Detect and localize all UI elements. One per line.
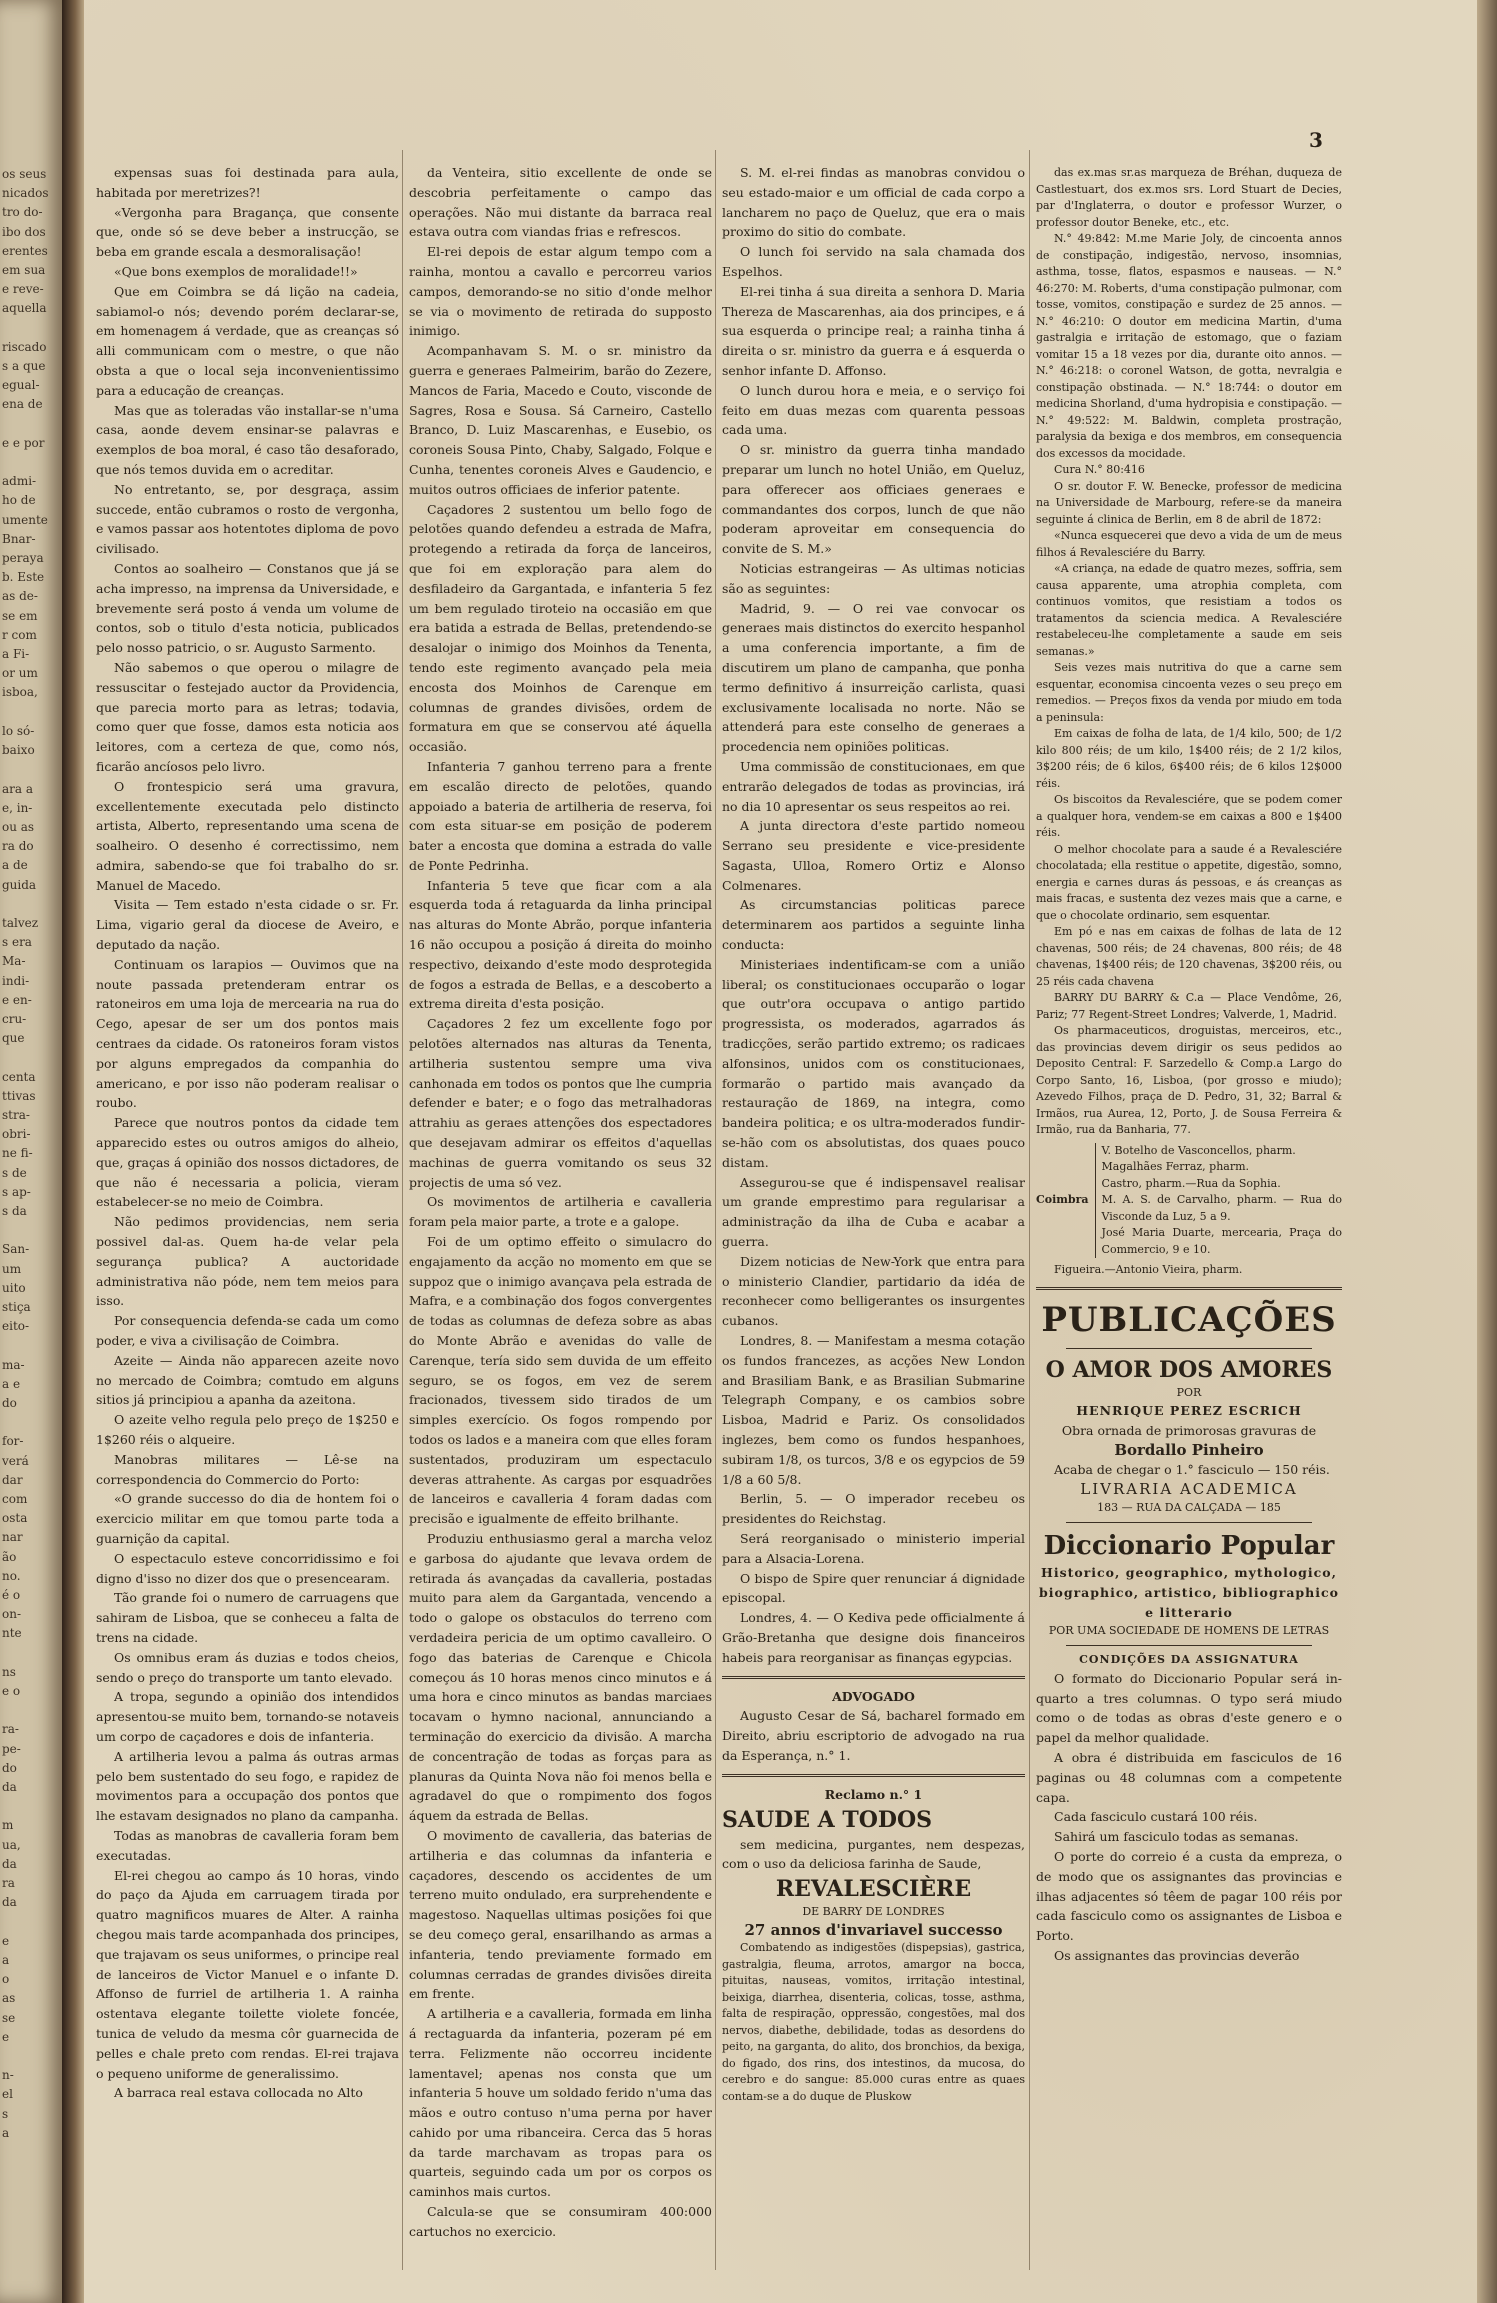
paragraph: O formato do Diccionario Popular será in-quarto a tres columnas. O typo será miudo como o de todas as obras d'este genero e o papel da melhor qualidade. bbox=[1036, 1670, 1342, 1746]
paragraph: O sr. ministro da guerra tinha mandado preparar um lunch no hotel União, em Queluz, para offerecer aos officiaes generaes e commandantes dos corpos, lunch de que não poderam aproveitar em consequencia do convite de S. M.» bbox=[722, 442, 1025, 557]
fragment-line: or um bbox=[2, 666, 38, 681]
fragment-line: m bbox=[2, 1818, 14, 1833]
fragment-line: se em bbox=[2, 608, 38, 623]
por-label: POR bbox=[1176, 1385, 1202, 1399]
paragraph: O lunch foi servido na sala chamada dos Espelhos. bbox=[722, 244, 1025, 279]
fragment-line: San- bbox=[2, 1242, 30, 1257]
paragraph: Produziu enthusiasmo geral a marcha veloz e garbosa do ajudante que levava ordem de retirada ás avançadas da cavalleria, postadas muito para alem da Gargantada, vencendo a todo o galope os obstaculos do terreno com verdadeira pericia de um optimo cavalleiro. O fogo das baterias de Carenque e Chicola começou ás 10 horas menos cinco minutos e á uma hora e cinco minutos as bandas marciaes tocavam o hymno nacional, annunciando a terminação do exercicio da divisão. A marcha de concentração de todas as forças para as planuras da Quinta Nova não foi menos bella e agradavel do que o rompimento dos fogos áquem da estrada de Bellas. bbox=[409, 1530, 712, 1824]
paragraph: O sr. doutor F. W. Benecke, professor de medicina na Universidade de Marbourg, refere-se da maneira seguinte á clinica de Berlin, em 8 de abril de 1872: bbox=[1036, 479, 1342, 526]
reclamo-title: Reclamo n.° 1 bbox=[824, 1786, 923, 1802]
coimbra-agent: V. Botelho de Vasconcellos, pharm. bbox=[1101, 1143, 1296, 1157]
coimbra-agent: Magalhães Ferraz, pharm. bbox=[1101, 1160, 1250, 1173]
fragment-line: nte bbox=[2, 1626, 22, 1641]
fragment-line: stiça bbox=[2, 1299, 31, 1314]
saude-block bbox=[722, 1805, 1025, 1835]
fragment-line: ua, bbox=[2, 1837, 21, 1852]
paragraph: Cada fasciculo custará 100 réis. bbox=[1054, 1809, 1258, 1825]
advogado-title: ADVOGADO bbox=[832, 1688, 915, 1704]
fragment-line: ma- bbox=[2, 1357, 25, 1372]
revalesciere-text: Combatendo as indigestões (dispepsias), gastrica, gastralgia, fleuma, arrotos, amargor na bocca, pituitas, nauseas, vomitos, irritação intestinal, beixiga, diarrhea, disenteria, colicas, tosse, asthma, falta de respiração, oppressão, congestões, mal dos nervos, diabethe, debilidade, todas as desordens do peito, na garganta, do alito, dos bronchios, da bexiga, do figado, dos rins, dos intestinos, da mucosa, do cerebro e do sangue: 85.000 curas entre as quaes contam-se a do duque de Pluskow bbox=[722, 1941, 1025, 2103]
fragment-line: uito bbox=[2, 1280, 26, 1295]
fragment-line: r com bbox=[2, 627, 37, 642]
paragraph: Os omnibus eram ás duzias e todos cheios, sendo o preço do transporte um tanto elevado. bbox=[96, 1649, 399, 1685]
separator bbox=[1066, 1645, 1312, 1646]
paragraph: Parece que noutros pontos da cidade tem apparecido estes ou outros amigos do alheio, que, graças á opinião dos nossos dictadores, de que não é necessaria a policia, vieram estabelecer-se no meio de Coimbra. bbox=[96, 1115, 399, 1210]
fragment-line: admi- bbox=[2, 474, 37, 489]
fragment-line: e bbox=[2, 1933, 10, 1948]
fragment-line: no. bbox=[2, 1568, 21, 1583]
paragraph: S. M. el-rei findas as manobras convidou o seu estado-maior e um official de cada corpo a lancharem no paço de Queluz, que era o mais proximo do sitio do combate. bbox=[722, 165, 1025, 240]
fragment-line: indi- bbox=[2, 973, 30, 988]
paragraph: O movimento de cavalleria, das baterias de artilheria e das columnas da infanteria e caçadores, descendo os accidentes de um terreno muito ondulado, era surprehendente e magestoso. Naquellas ultimas posições foi que se deu começo geral, ensarilhando as armas a infanteria, tendo previamente formado em columnas cerradas de grandes divisões direita em frente. bbox=[409, 1827, 712, 2002]
paragraph: Os assignantes das provincias deverão bbox=[1054, 1948, 1300, 1964]
fragment-line: e, in- bbox=[2, 800, 33, 815]
paragraph: Noticias estrangeiras — As ultimas noticias são as seguintes: bbox=[722, 560, 1025, 596]
paragraph: N.° 49:842: M.me Marie Joly, de cincoenta annos de constipação, indigestão, nervoso, insomnias, asthma, tosse, flatos, espasmos e nauseas. — N.° 46:270: M. Roberts, d'uma constipação pulmonar, com tosse, vomitos, constipação e surdez de 25 annos. — N.° 46:210: O doutor em medicina Martin, d'uma gastralgia e irritação de estomago, que o faziam vomitar 15 a 18 vezes por dia, durante oito annos. — N.° 46:218: o coronel Watson, de gotta, nevralgia e constipação obstinada. — N.° 18:744: o doutor em medicina Shorland, d'uma hydropisia e constipação. — N.° 49:522: M. Baldwin, completa prostração, paralysia da bexiga e dos membros, em consequencia dos excessos da mocidade. bbox=[1036, 232, 1342, 460]
paragraph: Assegurou-se que é indispensavel realisar um grande emprestimo para regularisar a administração da ilha de Cuba e acabar a guerra. bbox=[722, 1174, 1025, 1250]
paragraph: El-rei tinha á sua direita a senhora D. Maria Thereza de Mascarenhas, aia dos principes, e á sua esquerda o principe real; a rainha tinha á direita o sr. ministro da guerra e á esquerda o senhor infante D. Affonso. bbox=[722, 283, 1025, 378]
fragment-line: do bbox=[2, 1396, 17, 1410]
page-number: 3 bbox=[1309, 128, 1323, 152]
fragment-line: baixo bbox=[2, 743, 35, 758]
previous-page-edge bbox=[0, 0, 62, 2303]
paragraph: Em caixas de folha de lata, de 1/4 kilo, 500; de 1/2 kilo 800 réis; de um kilo, 1$400 réis; de 2 1/2 kilos, 3$200 réis; de 6 kilos, 6$400 réis; de 6 kilos 12$000 réis. bbox=[1036, 727, 1342, 790]
fragment-line: cru- bbox=[2, 1011, 27, 1026]
paragraph: A artilheria levou a palma ás outras armas pelo bem sustentado do seu fogo, e rapidez de movimentos para a occupação dos pontos que lhe estavam designados no plano da campanha. bbox=[96, 1748, 399, 1824]
paragraph: Caçadores 2 sustentou um bello fogo de pelotões quando defendeu a estrada de Mafra, protegendo a retirada da força de lanceiros, que foi em exploração para alem do desfiladeiro da Gargantada, e infanteria 5 fez um bem regulado tiroteio na occasião em que era batida a estrada de Bellas, pretendendo-se desalojar o inimigo dos Moinhos da Tenenta, tendo este regimento avançado pela meia encosta dos Moinhos de Carenque em columnas de grandes divisões, ordem de formatura em que se conservou até áquella occasião. bbox=[409, 501, 712, 755]
fragment-line: el bbox=[2, 2087, 13, 2102]
bordallo-name: Bordallo Pinheiro bbox=[1114, 1440, 1264, 1459]
page-gutter bbox=[62, 0, 84, 2303]
successo-title: 27 annos d'invariavel successo bbox=[744, 1920, 1003, 1939]
fragment-line bbox=[2, 1797, 62, 1816]
paragraph: Por consequencia defenda-se cada um como poder, e viva a civilisação de Coimbra. bbox=[96, 1313, 399, 1349]
fragment-line bbox=[2, 703, 62, 722]
fragment-line: o bbox=[2, 1972, 10, 1987]
livraria-address: 183 — RUA DA CALÇADA — 185 bbox=[1097, 1500, 1281, 1514]
column-4-conditions bbox=[1036, 1669, 1342, 1966]
paragraph: El-rei chegou ao campo ás 10 horas, vindo do paço da Ajuda em carruagem tirada por quatro magnificos muares de Alter. A rainha chegou mais tarde acompanhada dos principes, que trajavam os seus uniformes, o principe real de lanceiros de Victor Manuel e o infante D. Affonso de furriel de artilheria 1. A rainha ostentava elegante toilette violete foncée, tunica de veludo da mesma côr guarnecida de pelles e chale preto com rendas. El-rei trajava o pequeno uniforme de generalissimo. bbox=[96, 1867, 399, 2081]
fragment-line: ra- bbox=[2, 1722, 19, 1737]
paragraph: Os pharmaceuticos, droguistas, merceiros, etc., das provincias devem dirigir os seus pedidos ao Deposito Central: F. Sarzedello & Comp.a Largo do Corpo Santo, 16, Lisboa, (por grosso e miudo); Azevedo Filhos, praça de D. Pedro, 31, 32; Barral & Irmãos, rua Aurea, 12, Porto, J. de Sousa Ferreira & Irmão, rua da Banharia, 77. bbox=[1036, 1024, 1342, 1136]
fragment-line: talvez bbox=[2, 915, 39, 930]
fragment-line: a e bbox=[2, 1376, 21, 1391]
fragment-line: a Fi- bbox=[2, 647, 30, 662]
fragment-line: ena de bbox=[2, 397, 43, 412]
paragraph: Acompanhavam S. M. o sr. ministro da guerra e generaes Palmeirim, barão do Zezere, Mancos de Faria, Macedo e Couto, visconde de Sagres, Rosa e Sousa. Sá Carneiro, Castello Branco, D. Luiz Mascarenhas, e Eusebio, os coroneis Sousa Pinto, Chaby, Salgado, Folque e Cunha, tenentes coroneis Alves e Gaudencio, e muitos outros officiaes de inferior patente. bbox=[409, 343, 712, 497]
paragraph: Infanteria 7 ganhou terreno para a frente em escalão directo de pelotões, quando appoiado a bateria de artilheria de reserva, foi com esta situar-se em posição de poderem bater a encosta que domina a estrada do valle de Ponte Pedrinha. bbox=[409, 758, 712, 873]
fragment-line: stra- bbox=[2, 1107, 30, 1122]
fragment-line: s de bbox=[2, 1165, 27, 1180]
obra-text: Obra ornada de primorosas gravuras de bbox=[1061, 1422, 1317, 1438]
fragment-line: umente bbox=[2, 512, 48, 527]
fragment-line: ns bbox=[2, 1664, 16, 1679]
paragraph: «Nunca esquecerei que devo a vida de um de meus filhos á Revalesciére du Barry. bbox=[1036, 529, 1342, 559]
paragraph: Contos ao soalheiro — Constanos que já se acha impresso, na imprensa da Universidade, e brevemente será posto á venda um volume de contos, sob o titulo d'esta noticia, publicados pelo nosso patricio, o sr. Augusto Sarmento. bbox=[96, 560, 399, 656]
fragment-line: verá bbox=[2, 1453, 29, 1468]
paragraph: El-rei depois de estar algum tempo com a rainha, montou a cavallo e percorreu varios campos, demorando-se no sitio d'onde melhor se via o movimento de retirada do supposto inimigo. bbox=[409, 244, 712, 339]
separator bbox=[1066, 1348, 1312, 1349]
fragment-line bbox=[2, 319, 62, 338]
coimbra-names bbox=[1095, 1143, 1342, 1259]
paragraph: «Vergonha para Bragança, que consente que, onde só se deve beber a instrucção, se beba em grande escala a desmoralisação! bbox=[96, 204, 399, 260]
fragment-line: osta bbox=[2, 1511, 28, 1526]
paragraph: expensas suas foi destinada para aula, habitada por meretrizes?! bbox=[96, 165, 399, 200]
paragraph: «Que bons exemplos de moralidade!!» bbox=[114, 263, 358, 279]
fragment-line: que bbox=[2, 1031, 25, 1046]
fragment-line: é o bbox=[2, 1588, 21, 1603]
paragraph: Azeite — Ainda não apparecen azeite novo no mercado de Coimbra; comtudo em alguns sitios já principiou a apanha da azeitona. bbox=[96, 1352, 399, 1408]
paragraph: Não pedimos providencias, nem seria possivel dal-as. Quem ha-de velar pela segurança publica? A auctoridade administrativa não póde, nem tem meios para isso. bbox=[96, 1214, 399, 1309]
paragraph: Madrid, 9. — O rei vae convocar os generaes mais distinctos do exercito hespanhol a uma conferencia importante, a fim de discutirem um plano de campanha, que ponha termo definitivo á insurreição carlista, quasi exclusivamente localisada no norte. Não se attenderá para este conselho de generaes a procedencia nem opiniões politicas. bbox=[722, 600, 1025, 755]
fragment-line: um bbox=[2, 1261, 22, 1276]
fragment-line: isboa, bbox=[2, 685, 38, 700]
column-3-news bbox=[722, 163, 1025, 1668]
fragment-line bbox=[2, 895, 62, 914]
fragment-line: ra do bbox=[2, 839, 34, 854]
condicoes-heading: CONDIÇÕES DA ASSIGNATURA bbox=[1079, 1653, 1299, 1667]
paragraph: Tão grande foi o numero de carruagens que sahiram de Lisboa, que se conheceu a falta de trens na cidade. bbox=[96, 1590, 399, 1645]
paragraph: BARRY DU BARRY & C.a — Place Vendôme, 26, Pariz; 77 Regent-Street Londres; Valverde, 1, Madrid. bbox=[1036, 991, 1342, 1021]
column-4 bbox=[1036, 165, 1342, 1966]
revalesciere-title: REVALESCIÈRE bbox=[775, 1876, 972, 1903]
paragraph: Será reorganisado o ministerio imperial para a Alsacia-Lorena. bbox=[722, 1530, 1025, 1566]
separator bbox=[722, 1774, 1025, 1777]
paragraph: As circumstancias politicas parece determinarem aos partidos a seguinte linha conducta: bbox=[722, 897, 1025, 953]
diccionario-subtitle: Historico, geographico, mythologico, biographico, artistico, bibliographico e litterario bbox=[1039, 1565, 1339, 1621]
coimbra-agents bbox=[1036, 1143, 1342, 1259]
fragment-line: s ap- bbox=[2, 1184, 31, 1199]
column-rule bbox=[402, 150, 403, 2270]
amor-title: O AMOR DOS AMORES bbox=[1045, 1356, 1333, 1383]
paragraph: A tropa, segundo a opinião dos intendidos apresentou-se muito bem, tornando-se notaveis um corpo de caçadores e dois de infanteria. bbox=[96, 1689, 399, 1744]
paragraph: Londres, 8. — Manifestam a mesma cotação os fundos francezes, as acções New London and Brasiliam Bank, e as Brasilian Submarine Telegraph Company, e os cambios sobre Lisboa, Madrid e Pariz. Os consolidados inglezes, bem como os fundos hespanhoes, subiram 1/8, os turcos, 3/8 e os egypcios de 59 1/8 a 60 5/8. bbox=[722, 1333, 1025, 1487]
fragment-line: centa bbox=[2, 1069, 36, 1084]
fragment-line: ne fi- bbox=[2, 1146, 33, 1161]
fragment-line bbox=[2, 1701, 62, 1720]
column-4-ads bbox=[1036, 165, 1342, 1139]
fragment-line: ho de bbox=[2, 493, 36, 508]
fragment-line: s bbox=[2, 2106, 9, 2121]
fragment-line: e en- bbox=[2, 992, 32, 1007]
fragment-line: nar bbox=[2, 1530, 23, 1545]
paragraph: Uma commissão de constitucionaes, em que entrarão delegados de todas as provincias, irá no dia 10 apresentar os seus respeitos ao rei. bbox=[722, 758, 1025, 814]
column-1 bbox=[96, 163, 399, 2103]
fragment-line: ttivas bbox=[2, 1088, 36, 1103]
fragment-line: do bbox=[2, 1760, 17, 1775]
paragraph: O melhor chocolate para a saude é a Revalesciére chocolatada; ella restitue o appetite, digestão, somno, energia e carnes duras ás pessoas, e ás creanças as mais fracas, e sustenta dez vezes mais que a carne, e que o chocolate ordinario, sem esquentar. bbox=[1036, 842, 1342, 922]
saude-heading: SAUDE A TODOS bbox=[722, 1806, 933, 1833]
paragraph: O azeite velho regula pelo preço de 1$250 e 1$260 réis o alqueire. bbox=[96, 1412, 399, 1447]
fragment-line: ra bbox=[2, 1876, 15, 1891]
advogado-text: Augusto Cesar de Sá, bacharel formado em Direito, abriu escriptorio de advogado na rua da Esperança, n.° 1. bbox=[722, 1708, 1025, 1763]
paragraph: A obra é distribuida em fasciculos de 16 paginas ou 48 columnas com a competente capa. bbox=[1036, 1750, 1342, 1805]
paragraph: «O grande successo do dia de hontem foi o exercicio militar em que tomou parte toda a guarnição da capital. bbox=[96, 1491, 399, 1546]
fragment-line: pe- bbox=[2, 1741, 21, 1756]
paragraph: O bispo de Spire quer renunciar á dignidade episcopal. bbox=[722, 1570, 1025, 1606]
paragraph: O porte do correio é a custa da empreza, o de modo que os assignantes das provincias e ilhas adjacentes só têem de pagar 100 réis por cada fasciculo como os assignantes de Lisboa e Porto. bbox=[1036, 1849, 1342, 1944]
fragment-line: aquella bbox=[2, 301, 47, 316]
fragment-line: for- bbox=[2, 1434, 24, 1449]
fragment-line: s a que bbox=[2, 359, 46, 374]
paragraph: A artilheria e a cavalleria, formada em linha á rectaguarda da infanteria, pozeram pé em terra. Felizmente não occorreu incidente lamentavel; apenas nos consta que um infanteria 5 houve um soldado ferido n'uma das mãos e outro contuso n'uma perna por haver cahido por uma ribanceira. Cerca das 5 horas da tarde marchavam as tropas para os quarteis, seguindo cada um por os corpos os caminhos mais curtos. bbox=[409, 2006, 712, 2200]
fragment-line: n- bbox=[2, 2068, 14, 2083]
fragment-line bbox=[2, 1912, 62, 1931]
fragment-line: da bbox=[2, 1895, 17, 1910]
fragment-line: riscado bbox=[2, 339, 47, 354]
fragment-line: a bbox=[2, 2125, 10, 2140]
fragment-line: em sua bbox=[2, 263, 46, 278]
fragment-line: peraya bbox=[2, 551, 44, 566]
fragment-line: as bbox=[2, 1991, 16, 2006]
diccionario-por: POR UMA SOCIEDADE DE HOMENS DE LETRAS bbox=[1048, 1623, 1330, 1637]
fragment-line: ibo dos bbox=[2, 224, 46, 239]
fragment-line: ara a bbox=[2, 781, 34, 796]
fragment-line: lo só- bbox=[2, 723, 35, 738]
fragment-line bbox=[2, 1221, 62, 1240]
coimbra-label: Coimbra bbox=[1036, 1193, 1089, 1206]
fragment-line bbox=[2, 1336, 62, 1355]
paragraph: Foi de um optimo effeito o simulacro do engajamento da acção no momento em que se suppoz que o inimigo avançava pela estrada de Mafra, e a combinação dos fogos convergentes de todas as columnas de defeza sobre as abas do Monte Abrão e avenidas do valle de Carenque, tería sido sem duvida de um effeito seguro, se os fogos, em vez de serem fracionados, tivessem sido tirados de um simples exercício. Os fogos rompendo por todos os lados e a maneira com que elles foram sustentados, produziram um espectaculo deveras attrahente. As cargas por esquadrões de lanceiros e cavalleria 4 foram dadas com precisão e igualmente de effeito brilhante. bbox=[409, 1234, 712, 1527]
paragraph: Não sabemos o que operou o milagre de ressuscitar o festejado auctor da Providencia, que parecia morto para as letras; todavia, como quer que fosse, damos esta noticia aos leitores, com a certeza de que, como nós, ficarão ancíosos pelo livro. bbox=[96, 659, 399, 774]
paragraph: Mas que as toleradas vão installar-se n'uma casa, aonde devem ensinar-se palavras e exemplos de boa moral, é caso tão desaforado, que nós temos duvida em o acreditar. bbox=[96, 402, 399, 477]
paragraph: A junta directora d'este partido nomeou Serrano seu presidente e vice-presidente Sagasta, Ulloa, Romero Ortiz e Alonso Colmenares. bbox=[722, 818, 1025, 893]
fragment-line: e bbox=[2, 2029, 10, 2044]
fragment-line: a de bbox=[2, 858, 28, 873]
column-rule bbox=[1029, 150, 1030, 2270]
fragment-line bbox=[2, 760, 62, 779]
fragment-line bbox=[2, 1644, 62, 1663]
previous-page-fragments bbox=[0, 0, 62, 2143]
fragment-line: tro do- bbox=[2, 205, 43, 220]
fragment-line: e e por bbox=[2, 435, 45, 450]
fragment-line: as de- bbox=[2, 589, 38, 604]
author-name: HENRIQUE PEREZ ESCRICH bbox=[1076, 1403, 1302, 1418]
paragraph: A barraca real estava collocada no Alto bbox=[114, 2085, 363, 2101]
paragraph: Londres, 4. — O Kediva pede officialmente á Grão-Bretanha que designe dois financeiros habeis para reorganisar as finanças egypcias. bbox=[722, 1610, 1025, 1665]
acaba-text: Acaba de chegar o 1.° fasciculo — 150 réis. bbox=[1054, 1462, 1330, 1478]
paragraph: Continuam os larapios — Ouvimos que na noute passada pretenderam entrar os ratoneiros em uma loja de mercearia na rua do Cego, apesar de ser um dos pontos mais centraes da cidade. Os ratoneiros foram vistos por alguns empregados da companhia do americano, e por isso não poderam realisar o roubo. bbox=[96, 956, 399, 1111]
paragraph: Dizem noticias de New-York que entra para o ministerio Clandier, partidario da idéa de reconhecer como belligerantes os insurgentes cubanos. bbox=[722, 1253, 1025, 1329]
fragment-line: a bbox=[2, 1952, 10, 1967]
paragraph: Sahirá um fasciculo todas as semanas. bbox=[1054, 1829, 1299, 1845]
fragment-line: obri- bbox=[2, 1127, 31, 1142]
saude-text: sem medicina, purgantes, nem despezas, com o uso da deliciosa farinha de Saude, bbox=[722, 1836, 1025, 1872]
paragraph: da Venteira, sitio excellente de onde se descobria perfeitamente o campo das operações. Não mui distante da barraca real estava outra com viandas frias e refrescos. bbox=[409, 165, 712, 240]
revalesciere-subtitle: DE BARRY DE LONDRES bbox=[802, 1905, 945, 1919]
paragraph: No entretanto, se, por desgraça, assim succede, então cubramos o rosto de vergonha, e vamos passar aos hotentotes diploma de povo civilisado. bbox=[96, 481, 399, 557]
paragraph: Ministeriaes indentificam-se com a união liberal; os constitucionaes occuparão o logar que outr'ora occupava o antigo partido progressista, os moderados, agarrados ás tradicções, serão partido extremo; os radicaes alfonsinos, unidos com os constitucionaes, formarão o partido mais avançado da restauração de 1869, na integra, como bandeira politica; e os ultra-moderados fundir-se-hão com os absolutistas, dos quaes pouco distam. bbox=[722, 956, 1025, 1170]
fragment-line bbox=[2, 2047, 62, 2066]
fragment-line: os seus bbox=[2, 167, 47, 181]
coimbra-agent: José Maria Duarte, mercearia, Praça do Commercio, 9 e 10. bbox=[1101, 1226, 1342, 1256]
paragraph: Cura N.° 80:416 bbox=[1054, 463, 1145, 476]
fragment-line: ão bbox=[2, 1549, 17, 1564]
paragraph: O espectaculo esteve concorridissimo e foi digno d'isso no dizer dos que o presencearam. bbox=[96, 1550, 399, 1586]
separator bbox=[1066, 1522, 1312, 1523]
newspaper-page bbox=[84, 0, 1477, 2303]
fragment-line bbox=[2, 453, 62, 472]
paragraph: O frontespicio será uma gravura, excellentemente executada pelo distincto artista, Alberto, representando uma scena de soalheiro. O desenho é correctissimo, nem admira, sabendo-se que foi trabalho do sr. Manuel de Macedo. bbox=[96, 778, 399, 893]
fragment-line: ou as bbox=[2, 819, 35, 834]
fragment-line: guida bbox=[2, 877, 37, 892]
fragment-line: s era bbox=[2, 935, 32, 950]
fragment-line: da bbox=[2, 1780, 17, 1795]
paragraph: Em pó e nas em caixas de folhas de lata de 12 chavenas, 500 réis; de 24 chavenas, 800 réis; de 48 chavenas, 1$400 réis; de 120 chavenas, 3$200 réis, ou 25 réis cada chavena bbox=[1036, 925, 1342, 988]
fragment-line: b. Este bbox=[2, 570, 45, 585]
fragment-line: erentes bbox=[2, 243, 48, 258]
paragraph: das ex.mas sr.as marqueza de Bréhan, duqueza de Castlestuart, dos ex.mos srs. Lord Stuart de Decies, par d'Inglaterra, o doutor e professor Wurzer, o professor doutor Beneke, etc., etc. bbox=[1036, 166, 1342, 229]
fragment-line bbox=[2, 1413, 62, 1432]
paragraph: Todas as manobras de cavalleria foram bem executadas. bbox=[96, 1827, 399, 1863]
fragment-line: Ma- bbox=[2, 954, 26, 969]
coimbra-agent: Castro, pharm.—Rua da Sophia. bbox=[1101, 1176, 1281, 1190]
fragment-line: nicados bbox=[2, 186, 49, 201]
fragment-line bbox=[2, 1048, 62, 1067]
paragraph: Caçadores 2 fez um excellente fogo por pelotões alternados nas alturas da Tenenta, artilheria sustentou sempre uma viva canhonada em todos os pontos que lhe cumpria defender e bater; e o fogo das metralhadoras attrahiu as geraes attenções dos espectadores que desejavam admirar os effeitos d'aquellas machinas de guerra vomitando os seus 32 projectis de uma só vez. bbox=[409, 1016, 712, 1190]
livraria-name: LIVRARIA ACADEMICA bbox=[1080, 1480, 1298, 1499]
paragraph: O lunch durou hora e meia, e o serviço foi feito em duas mezas com quarenta pessoas cada uma. bbox=[722, 382, 1025, 438]
paragraph: Calcula-se que se consumiram 400:000 cartuchos no exercicio. bbox=[409, 2204, 712, 2239]
fragment-line: Bnar- bbox=[2, 531, 36, 546]
coimbra-agent: M. A. S. de Carvalho, pharm. — Rua do Visconde da Luz, 5 a 9. bbox=[1101, 1193, 1342, 1223]
fragment-line: s da bbox=[2, 1203, 27, 1218]
column-rule bbox=[715, 150, 716, 2270]
diccionario-title: Diccionario Popular bbox=[1043, 1531, 1335, 1562]
separator bbox=[1036, 1287, 1342, 1290]
figueira-agent: Figueira.—Antonio Vieira, pharm. bbox=[1054, 1263, 1243, 1276]
fragment-line: on- bbox=[2, 1607, 22, 1622]
publicacoes-heading: PUBLICAÇÕES bbox=[1041, 1299, 1337, 1340]
paragraph: Visita — Tem estado n'esta cidade o sr. Fr. Lima, vigario geral da diocese de Aveiro, e deputado da nação. bbox=[96, 897, 399, 953]
fragment-line: da bbox=[2, 1856, 17, 1871]
paragraph: «A criança, na edade de quatro mezes, soffria, sem causa apparente, uma atrophia completa, com continuos vomitos, que resistiam a todos os tratamentos da sciencia medica. A Revalesciére restabeleceu-lhe completamente a saude em seis semanas.» bbox=[1036, 562, 1342, 658]
fragment-line: se bbox=[2, 2010, 16, 2025]
separator bbox=[722, 1676, 1025, 1679]
paragraph: Os biscoitos da Revalesciére, que se podem comer a qualquer hora, vendem-se em caixas a 800 e 1$400 réis. bbox=[1036, 793, 1342, 839]
column-2 bbox=[409, 163, 712, 2242]
fragment-line bbox=[2, 415, 62, 434]
paragraph: Os movimentos de artilheria e cavalleria foram pela maior parte, a trote e a galope. bbox=[409, 1194, 712, 1230]
paragraph: Seis vezes mais nutritiva do que a carne sem esquentar, economisa cincoenta vezes o seu preço em remedios. — Preços fixos da venda por miudo em toda a peninsula: bbox=[1036, 661, 1342, 724]
fragment-line: dar bbox=[2, 1472, 23, 1487]
fragment-line: egual- bbox=[2, 378, 40, 393]
fragment-line: e o bbox=[2, 1684, 21, 1699]
paragraph: Que em Coimbra se dá lição na cadeia, sabiamol-o nós; devendo porém declarar-se, em homenagem á verdade, que as creanças só alli communicam com o mestre, o que não obsta a que o local seja inconvenientissimo para a educação de creanças. bbox=[96, 283, 399, 398]
fragment-line: eito- bbox=[2, 1319, 30, 1334]
paragraph: Infanteria 5 teve que ficar com a ala esquerda toda á retaguarda da linha principal nas alturas do Monte Abrão, porque infanteria 16 não occupou a posição á direita do moinho respectivo, deixando d'este modo desprotegida de fogos a estrada de Bellas, e a descoberto a extrema direita d'esta posição. bbox=[409, 877, 712, 1012]
paragraph: Berlin, 5. — O imperador recebeu os presidentes do Reichstag. bbox=[722, 1491, 1025, 1527]
column-3 bbox=[722, 163, 1025, 2105]
fragment-line: e reve- bbox=[2, 282, 44, 297]
paragraph: Manobras militares — Lê-se na correspondencia do Commercio do Porto: bbox=[96, 1451, 399, 1487]
fragment-line: com bbox=[2, 1492, 28, 1507]
page-right-edge bbox=[1477, 0, 1497, 2303]
